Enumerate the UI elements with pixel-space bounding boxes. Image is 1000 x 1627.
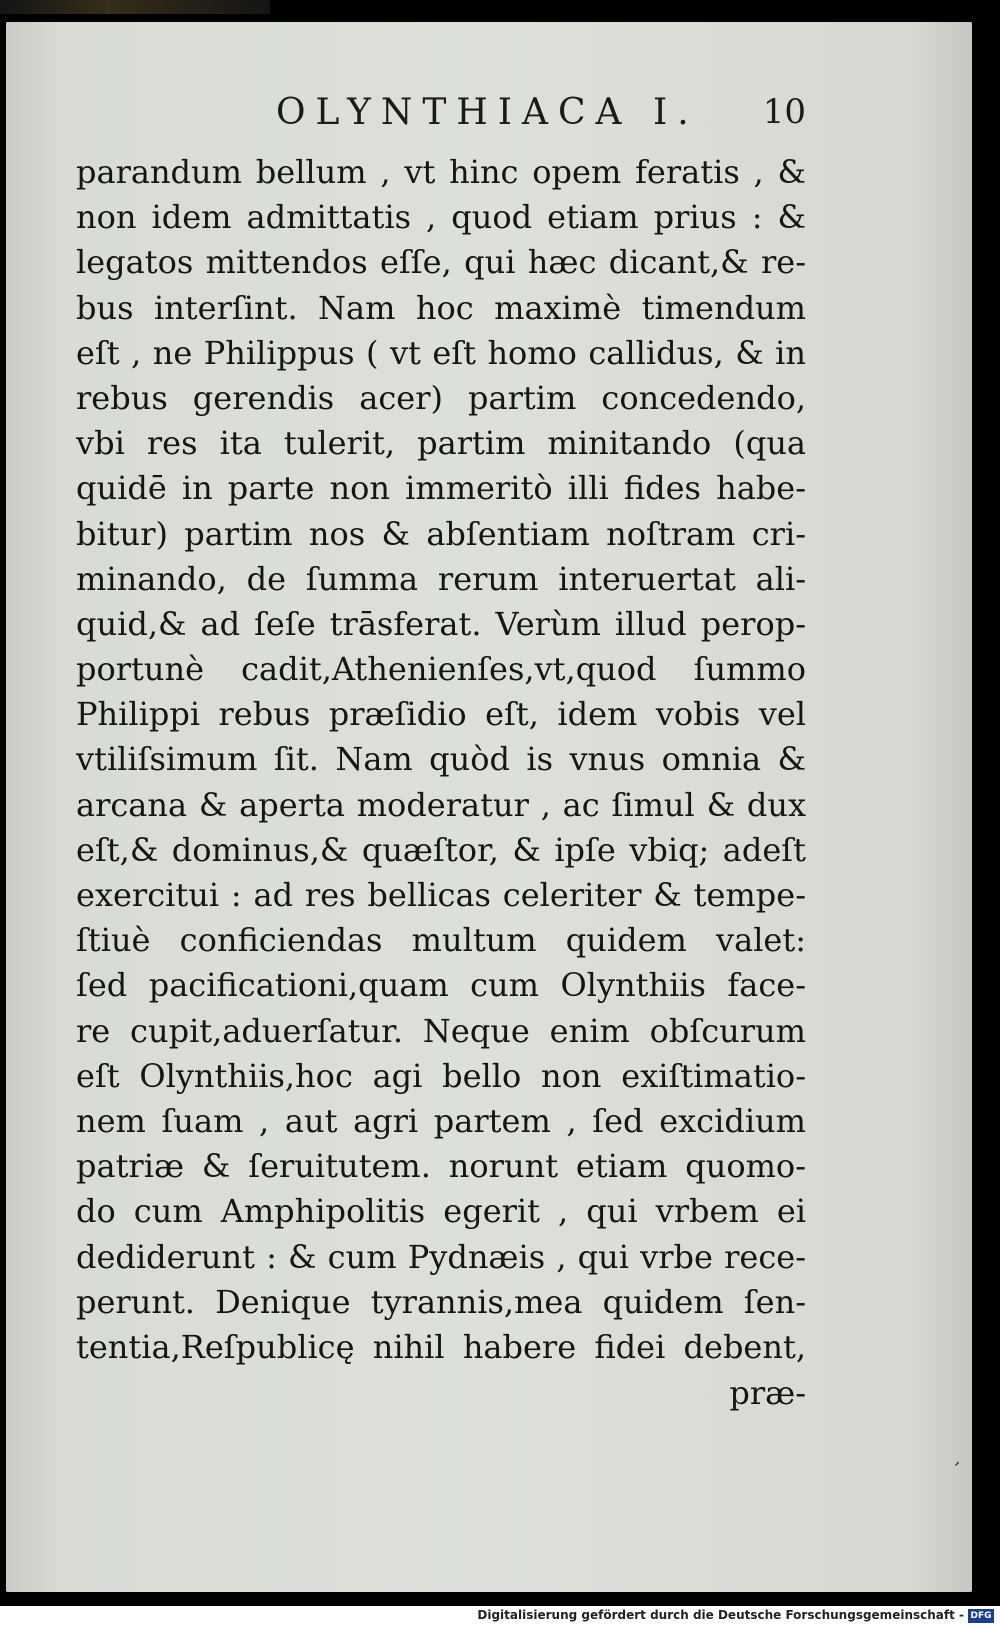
book-page: [6, 22, 972, 1592]
scan-edge-strip: [0, 0, 270, 14]
text-line: eſt,& dominus,& quæſtor, & ipſe vbiq; adeſt: [76, 830, 806, 869]
text-line: perunt. Denique tyrannis,mea quidem ſen-: [76, 1282, 806, 1321]
body-text: [76, 150, 806, 1370]
text-line: dediderunt : & cum Pydnæis , qui vrbe rece-: [76, 1237, 806, 1276]
text-line: do cum Amphipolitis egerit , qui vrbem ei: [76, 1192, 806, 1231]
text-line: quid,& ad ſeſe trāsferat. Verùm illud perop-: [76, 604, 806, 643]
text-line: re cupit,aduerſatur. Neque enim obſcurum: [76, 1011, 806, 1050]
text-line: eſt , ne Philippus ( vt eſt homo callidus, & in: [76, 333, 806, 372]
text-line: parandum bellum , vt hinc opem feratis , &: [76, 153, 806, 191]
running-title: OLYNTHIACA I.: [276, 92, 699, 133]
text-line: quidē in parte non immeritò illi fides habe-: [76, 469, 806, 508]
text-line: vtiliſsimum ſit. Nam quòd is vnus omnia &: [76, 740, 806, 779]
text-line: portunè cadit,Athenienſes,vt,quod ſummo: [76, 650, 806, 689]
text-line: minando, de ſumma rerum interuertat ali-: [76, 559, 806, 598]
text-line: patriæ & ſeruitutem. norunt etiam quomo-: [76, 1147, 806, 1186]
text-line: bus interſint. Nam hoc maximè timendum: [76, 288, 806, 327]
text-line: nem ſuam , aut agri partem , ſed excidium: [76, 1101, 806, 1140]
digitization-footer: [0, 1606, 1000, 1627]
text-line: non idem admittatis , quod etiam prius : &: [76, 198, 806, 237]
page-header: [276, 92, 806, 152]
text-line: eſt Olynthiis,hoc agi bello non exiſtimatio-: [76, 1056, 806, 1095]
text-line: exercitui : ad res bellicas celeriter & tempe-: [76, 876, 806, 914]
dfg-logo: DFG: [968, 1609, 994, 1623]
text-line: vbi res ita tulerit, partim minitando (qua: [76, 424, 806, 463]
text-line: rebus gerendis acer) partim concedendo,: [76, 378, 806, 417]
text-line: ſtiuè conficiendas multum quidem valet:: [76, 921, 806, 960]
text-line: Philippi rebus præſidio eſt, idem vobis vel: [76, 695, 806, 734]
text-line: legatos mittendos eſſe, qui hæc dicant,& re-: [76, 243, 806, 282]
funding-credit: Digitalisierung gefördert durch die Deutsche Forschungsgemeinschaft -: [477, 1608, 964, 1622]
margin-mark: ,: [953, 1447, 965, 1470]
text-line: ſed pacificationi,quam cum Olynthiis face-: [76, 966, 806, 1005]
catchword: præ-: [729, 1374, 806, 1412]
text-line: tentia,Reſpublicę nihil habere fidei debent,: [76, 1327, 806, 1366]
text-line: arcana & aperta moderatur , ac ſimul & dux: [76, 785, 806, 824]
page-number: 10: [762, 92, 806, 132]
text-line: bitur) partim nos & abſentiam noſtram cri-: [76, 514, 806, 553]
